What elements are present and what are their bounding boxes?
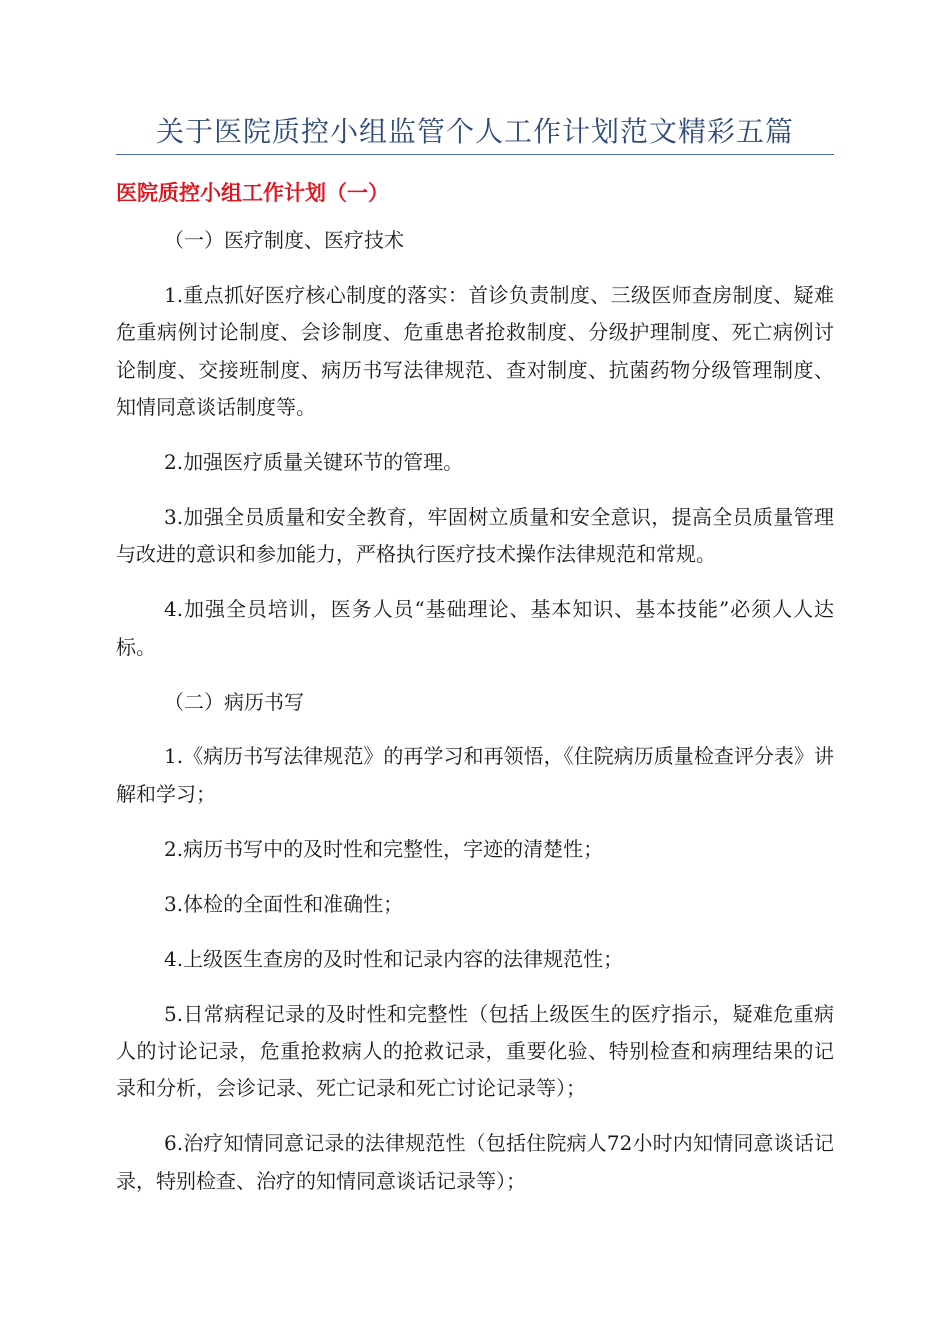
document-body	[116, 222, 834, 1218]
subsection-heading-medical-system: （一）医疗制度、医疗技术	[164, 228, 404, 252]
paragraph: 1.《病历书写法律规范》的再学习和再领悟，《住院病历质量检查评分表》讲解和学习；	[116, 744, 834, 806]
paragraph: 5.日常病程记录的及时性和完整性（包括上级医生的医疗指示，疑难危重病人的讨论记录，危重抢救病人的抢救记录，重要化验、特别检查和病理结果的记录和分析，会诊记录、死亡记录和死亡讨论记录等）；	[116, 1001, 834, 1101]
document-title: 关于医院质控小组监管个人工作计划范文精彩五篇	[155, 115, 794, 148]
title-underline	[116, 154, 834, 155]
section-heading: 医院质控小组工作计划（一）	[116, 181, 389, 205]
paragraph: 6.治疗知情同意记录的法律规范性（包括住院病人72小时内知情同意谈话记录，特别检查、治疗的知情同意谈话记录等）；	[116, 1131, 834, 1193]
subsection-heading-medical-records: （二）病历书写	[164, 689, 304, 714]
paragraph: 2.病历书写中的及时性和完整性，字迹的清楚性；	[164, 836, 604, 861]
paragraph: 4.上级医生查房的及时性和记录内容的法律规范性；	[164, 946, 624, 971]
paragraph: 2.加强医疗质量关键环节的管理。	[164, 450, 464, 475]
paragraph: 4.加强全员培训，医务人员“基础理论、基本知识、基本技能”必须人人达标。	[116, 597, 834, 659]
paragraph: 3.体检的全面性和准确性；	[164, 891, 404, 916]
paragraph: 3.加强全员质量和安全教育，牢固树立质量和安全意识，提高全员质量管理与改进的意识和参加能力，严格执行医疗技术操作法律规范和常规。	[116, 504, 834, 567]
paragraph: 1.重点抓好医疗核心制度的落实：首诊负责制度、三级医师查房制度、疑难危重病例讨论制度、会诊制度、危重患者抢救制度、分级护理制度、死亡病例讨论制度、交接班制度、病历书写法律规范、查对制度、抗菌药物分级管理制度、知情同意谈话制度等。	[116, 282, 834, 420]
